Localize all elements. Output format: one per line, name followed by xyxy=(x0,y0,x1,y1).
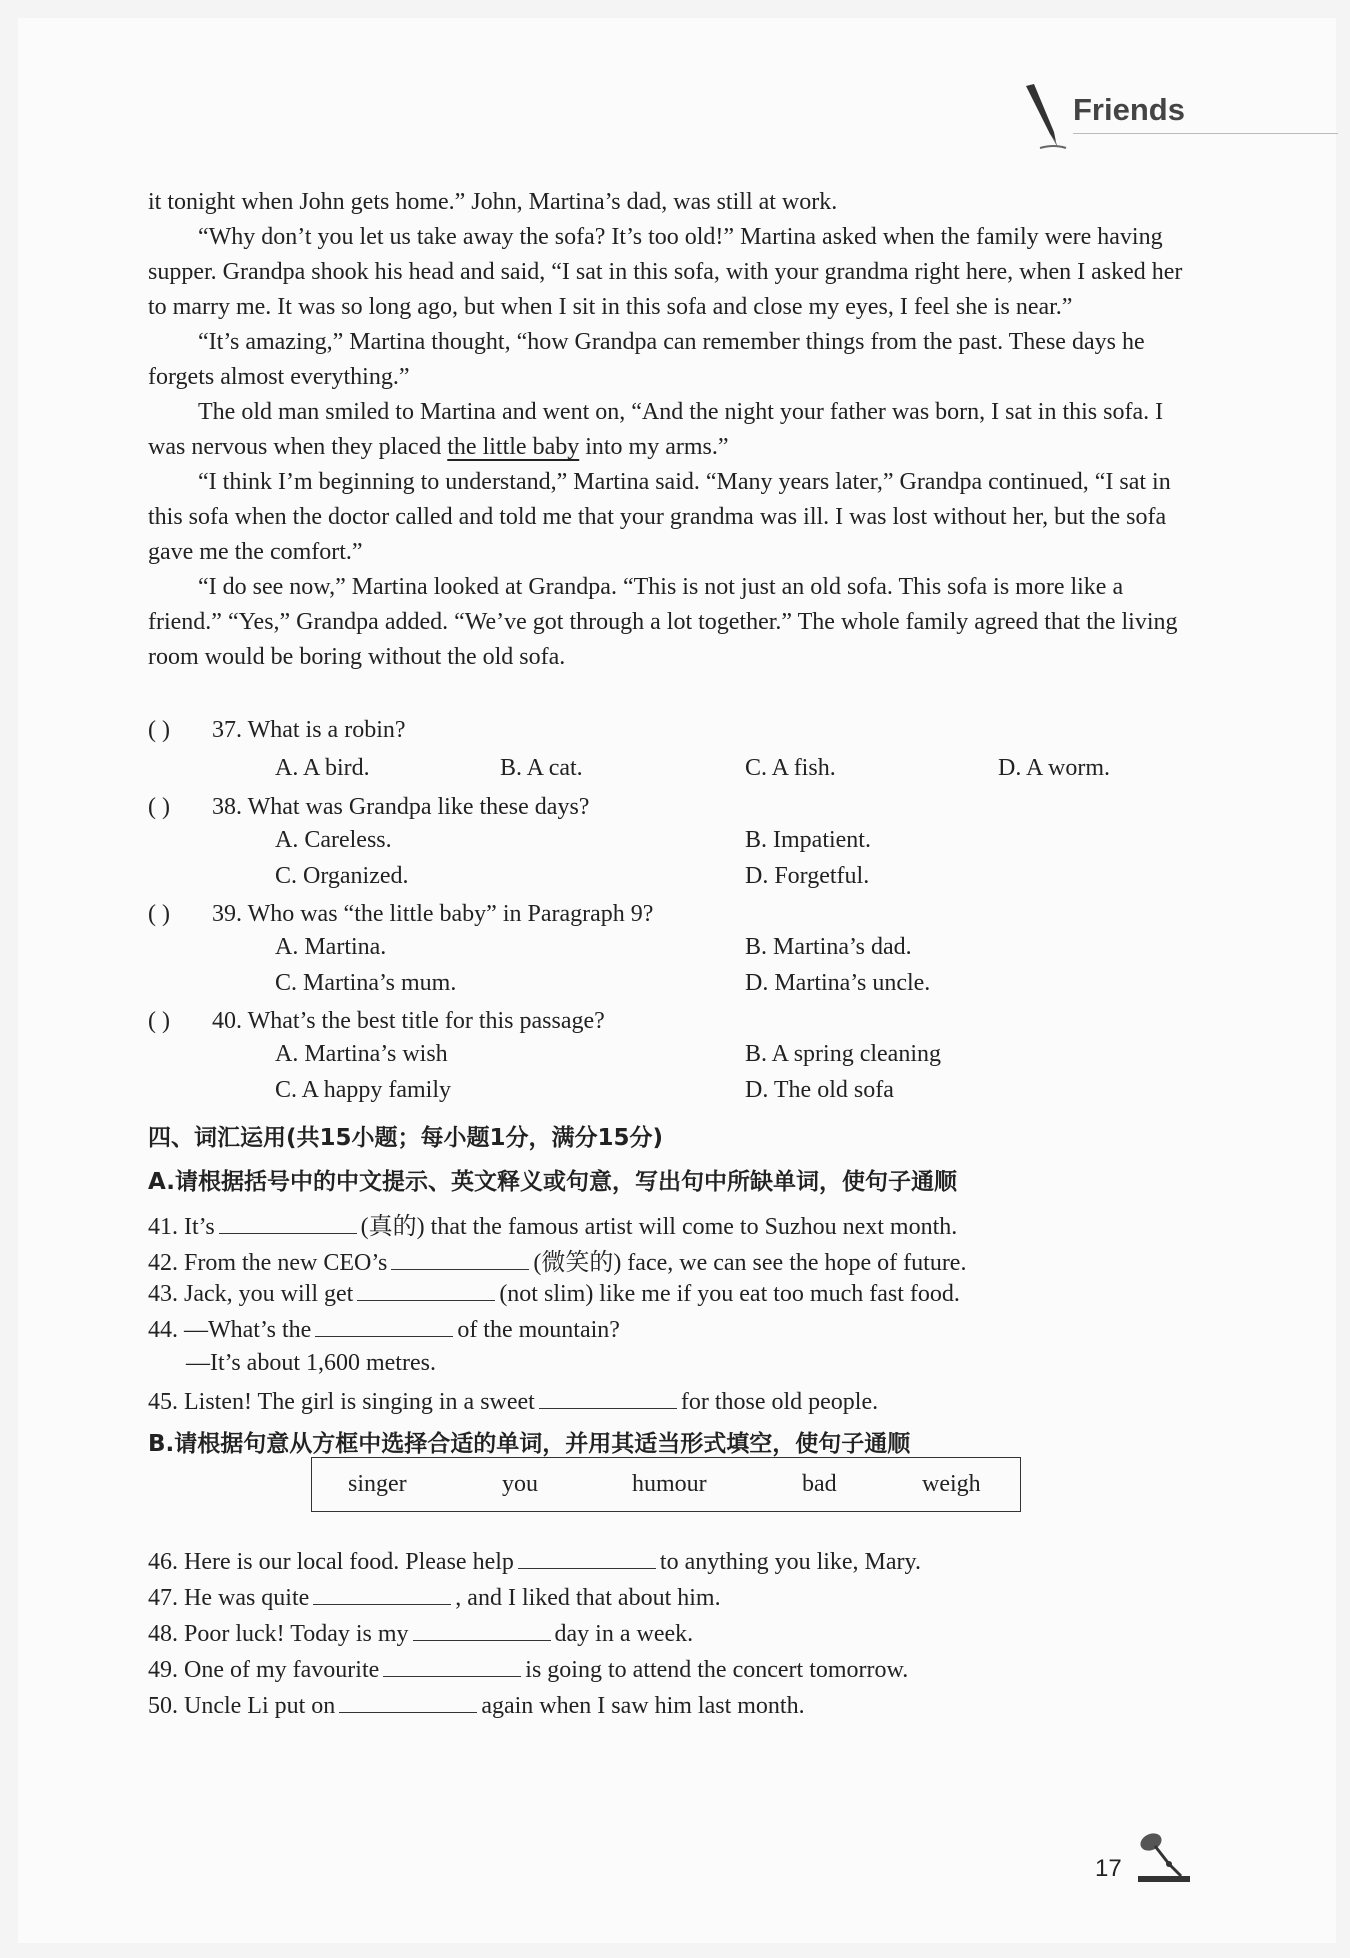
passage-paragraph-6: “I do see now,” Martina looked at Grandpa. “This is not just an old sofa. This sofa is more like a friend.” “Yes,” Grandpa added. “We’ve got through a lot together.” The whole family agreed that the living room would be boring without the old sofa. xyxy=(148,574,1178,670)
word-box xyxy=(311,1457,1021,1512)
item-text: again when I saw him last month. xyxy=(481,1693,805,1719)
item-text: (真的) that the famous artist will come to Suzhou next month. xyxy=(360,1214,958,1240)
page-number: 17 xyxy=(1095,1855,1122,1882)
question-text: 38. What was Grandpa like these days? xyxy=(212,794,590,820)
item-50 xyxy=(148,1690,805,1720)
passage-paragraph-5: “I think I’m beginning to understand,” Martina said. “Many years later,” Grandpa continued, “I sat in this sofa when the doctor called and told me that your grandma was ill. I was lost without her, but the sofa gave me the comfort.” xyxy=(148,469,1171,565)
passage-paragraph-3: “It’s amazing,” Martina thought, “how Grandpa can remember things from the past. These days he forgets almost everything.” xyxy=(148,329,1145,390)
option-b: B. A cat. xyxy=(500,755,583,781)
item-text: day in a week. xyxy=(554,1621,694,1647)
option-a: A. A bird. xyxy=(275,755,370,781)
item-text: 49. One of my favourite xyxy=(148,1657,380,1683)
item-text: (微笑的) face, we can see the hope of future. xyxy=(533,1250,967,1276)
question-40 xyxy=(148,1004,605,1039)
underlined-phrase: the little baby xyxy=(447,434,580,460)
item-41 xyxy=(148,1206,957,1241)
question-37 xyxy=(148,713,406,748)
item-text: of the mountain? xyxy=(457,1317,620,1343)
item-48 xyxy=(148,1618,693,1648)
item-text: , and I liked that about him. xyxy=(455,1585,721,1611)
item-text: 50. Uncle Li put on xyxy=(148,1693,336,1719)
item-43 xyxy=(148,1278,960,1308)
header-title: Friends xyxy=(1073,92,1185,127)
pen-icon xyxy=(1020,82,1072,152)
item-49 xyxy=(148,1654,908,1684)
option-d: D. A worm. xyxy=(998,755,1111,781)
answer-blank[interactable] xyxy=(357,1278,495,1301)
question-38 xyxy=(148,790,590,825)
question-text: 39. Who was “the little baby” in Paragraph 9? xyxy=(212,901,654,927)
word-option: weigh xyxy=(922,1471,981,1497)
question-text: 37. What is a robin? xyxy=(212,717,406,743)
passage xyxy=(148,185,1198,675)
lamp-icon xyxy=(1133,1826,1193,1886)
passage-line-1: it tonight when John gets home.” John, Martina’s dad, was still at work. xyxy=(148,189,838,215)
option-a: A. Martina’s wish xyxy=(275,1041,448,1067)
passage-paragraph-4 xyxy=(148,395,1198,465)
answer-blank[interactable] xyxy=(413,1618,551,1641)
answer-paren[interactable]: ( ) xyxy=(148,794,170,820)
option-d: D. Forgetful. xyxy=(745,863,870,889)
item-text: 41. It’s xyxy=(148,1214,215,1240)
section-title: 四、词汇运用(共15小题；每小题1分，满分15分) xyxy=(148,1125,664,1151)
item-45 xyxy=(148,1386,878,1416)
item-46 xyxy=(148,1546,921,1576)
item-text: to anything you like, Mary. xyxy=(659,1549,921,1575)
option-b: B. Impatient. xyxy=(745,827,871,853)
option-c: C. Martina’s mum. xyxy=(275,970,457,996)
word-option: humour xyxy=(632,1471,707,1497)
item-47 xyxy=(148,1582,721,1612)
answer-blank[interactable] xyxy=(383,1654,521,1677)
option-c: C. A fish. xyxy=(745,755,836,781)
option-b: B. Martina’s dad. xyxy=(745,934,912,960)
option-a: A. Martina. xyxy=(275,934,387,960)
item-text: 48. Poor luck! Today is my xyxy=(148,1621,409,1647)
word-option: bad xyxy=(802,1471,837,1497)
answer-blank[interactable] xyxy=(219,1211,357,1234)
option-d: D. The old sofa xyxy=(745,1077,894,1103)
answer-paren[interactable]: ( ) xyxy=(148,901,170,927)
passage-text: The old man smiled to Martina and went on, “And the night your father was born, I sat in this sofa. I was nervous when they placed xyxy=(148,399,1164,460)
item-text: 44. —What’s the xyxy=(148,1317,312,1343)
answer-blank[interactable] xyxy=(539,1386,677,1409)
part-a-instruction: A.请根据括号中的中文提示、英文释义或句意，写出句中所缺单词，使句子通顺 xyxy=(148,1169,957,1195)
answer-paren[interactable]: ( ) xyxy=(148,1008,170,1034)
word-option: singer xyxy=(348,1471,407,1497)
answer-blank[interactable] xyxy=(339,1690,477,1713)
item-text: is going to attend the concert tomorrow. xyxy=(525,1657,909,1683)
item-42 xyxy=(148,1242,966,1277)
item-text: for those old people. xyxy=(680,1389,879,1415)
option-a: A. Careless. xyxy=(275,827,392,853)
option-d: D. Martina’s uncle. xyxy=(745,970,931,996)
option-c: C. A happy family xyxy=(275,1077,451,1103)
item-text: 42. From the new CEO’s xyxy=(148,1250,388,1276)
option-c: C. Organized. xyxy=(275,863,409,889)
item-44 xyxy=(148,1314,620,1344)
passage-paragraph-2: “Why don’t you let us take away the sofa? It’s too old!” Martina asked when the family were having supper. Grandpa shook his head and said, “I sat in this sofa, with your grandma right here, when I asked her to marry me. It was so long ago, but when I sit in this sofa and close my eyes, I feel she is near.” xyxy=(148,224,1183,320)
answer-paren[interactable]: ( ) xyxy=(148,717,170,743)
item-text: 46. Here is our local food. Please help xyxy=(148,1549,514,1575)
passage-text: into my arms.” xyxy=(579,434,729,460)
question-39 xyxy=(148,897,654,932)
option-b: B. A spring cleaning xyxy=(745,1041,941,1067)
answer-blank[interactable] xyxy=(518,1546,656,1569)
item-text: 43. Jack, you will get xyxy=(148,1281,354,1307)
answer-blank[interactable] xyxy=(313,1582,451,1605)
item-text: (not slim) like me if you eat too much fast food. xyxy=(499,1281,960,1307)
item-44-answer: —It’s about 1,600 metres. xyxy=(186,1350,436,1376)
item-text: 47. He was quite xyxy=(148,1585,310,1611)
answer-blank[interactable] xyxy=(315,1314,453,1337)
question-text: 40. What’s the best title for this passage? xyxy=(212,1008,605,1034)
answer-blank[interactable] xyxy=(391,1247,529,1270)
header-rule xyxy=(1073,133,1338,134)
word-option: you xyxy=(502,1471,538,1497)
part-b-instruction: B.请根据句意从方框中选择合适的单词，并用其适当形式填空，使句子通顺 xyxy=(148,1431,911,1457)
item-text: 45. Listen! The girl is singing in a sweet xyxy=(148,1389,535,1415)
